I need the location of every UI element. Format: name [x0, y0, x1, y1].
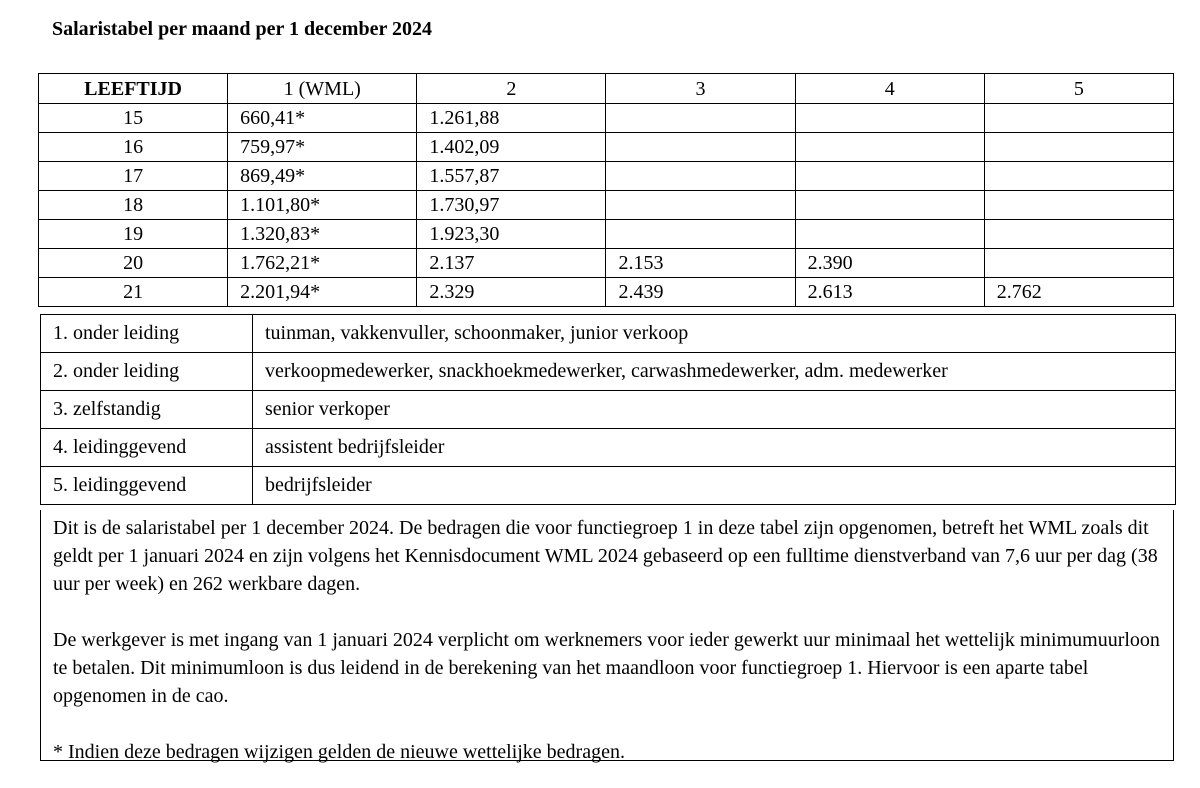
group-jobs: verkoopmedewerker, snackhoekmedewerker, carwashmedewerker, adm. medewerker: [253, 353, 1176, 391]
salary-cell: [606, 220, 795, 249]
group-jobs: senior verkoper: [253, 391, 1176, 429]
age-cell: 15: [39, 104, 228, 133]
salary-cell: 869,49*: [228, 162, 417, 191]
salary-cell: [795, 133, 984, 162]
salary-cell: 2.201,94*: [228, 278, 417, 307]
salary-cell: [795, 162, 984, 191]
age-cell: 17: [39, 162, 228, 191]
table-row: [39, 162, 1174, 191]
salary-cell: [606, 133, 795, 162]
salary-cell: 2.329: [417, 278, 606, 307]
age-cell: 21: [39, 278, 228, 307]
salary-cell: 660,41*: [228, 104, 417, 133]
notes-box: [40, 510, 1174, 761]
salary-cell: 1.261,88: [417, 104, 606, 133]
table-row: [39, 104, 1174, 133]
salary-cell: [984, 220, 1173, 249]
salary-cell: [795, 191, 984, 220]
table-row: [39, 220, 1174, 249]
salary-cell: 1.101,80*: [228, 191, 417, 220]
note-paragraph: * Indien deze bedragen wijzigen gelden de nieuwe wettelijke bedragen.: [53, 741, 625, 763]
salary-cell: 2.762: [984, 278, 1173, 307]
group-label: 3. zelfstandig: [41, 391, 253, 429]
column-header: 4: [795, 74, 984, 104]
salary-cell: [984, 162, 1173, 191]
salary-cell: 2.153: [606, 249, 795, 278]
salary-cell: 2.613: [795, 278, 984, 307]
salary-cell: [984, 249, 1173, 278]
column-header: 5: [984, 74, 1173, 104]
column-header: 1 (WML): [228, 74, 417, 104]
group-label: 4. leidinggevend: [41, 429, 253, 467]
salary-cell: [606, 191, 795, 220]
salary-cell: 2.439: [606, 278, 795, 307]
salary-cell: [606, 162, 795, 191]
salary-cell: 1.923,30: [417, 220, 606, 249]
table-row: [39, 278, 1174, 307]
group-jobs: assistent bedrijfsleider: [253, 429, 1176, 467]
salary-cell: 1.730,97: [417, 191, 606, 220]
group-row: [41, 315, 1176, 353]
salary-cell: 1.762,21*: [228, 249, 417, 278]
salary-cell: [795, 220, 984, 249]
salary-cell: 1.402,09: [417, 133, 606, 162]
column-header: 3: [606, 74, 795, 104]
salary-cell: [795, 104, 984, 133]
salary-cell: [984, 133, 1173, 162]
group-label: 5. leidinggevend: [41, 467, 253, 505]
table-row: [39, 133, 1174, 162]
note-paragraph: De werkgever is met ingang van 1 januari 2024 verplicht om werknemers voor ieder gewerkt uur minimaal het wettelijk minimumuurloon te betalen. Dit minimumloon is dus leidend in de berekening van het maandloon voor functiegroep 1. Hiervoor is een aparte tabel opgenomen in de cao.: [53, 629, 1160, 707]
age-cell: 20: [39, 249, 228, 278]
salary-cell: 2.137: [417, 249, 606, 278]
group-row: [41, 391, 1176, 429]
note-paragraph: Dit is de salaristabel per 1 december 2024. De bedragen die voor functiegroep 1 in deze tabel zijn opgenomen, betreft het WML zoals dit geldt per 1 januari 2024 en zijn volgens het Kennisdocument WML 2024 gebaseerd op een fulltime dienstverband van 7,6 uur per dag (38 uur per week) en 262 werkbare dagen.: [53, 517, 1158, 595]
group-jobs: tuinman, vakkenvuller, schoonmaker, junior verkoop: [253, 315, 1176, 353]
page-title: Salaristabel per maand per 1 december 2024: [52, 18, 432, 40]
salary-cell: [984, 104, 1173, 133]
table-row: [39, 191, 1174, 220]
salary-cell: 2.390: [795, 249, 984, 278]
table-row: [39, 249, 1174, 278]
group-row: [41, 467, 1176, 505]
age-cell: 18: [39, 191, 228, 220]
group-row: [41, 429, 1176, 467]
salary-cell: 1.557,87: [417, 162, 606, 191]
column-header: 2: [417, 74, 606, 104]
salary-table: [38, 73, 1174, 307]
column-header: LEEFTIJD: [39, 74, 228, 104]
group-label: 1. onder leiding: [41, 315, 253, 353]
salary-cell: 759,97*: [228, 133, 417, 162]
function-groups-table: [40, 314, 1176, 505]
group-row: [41, 353, 1176, 391]
age-cell: 16: [39, 133, 228, 162]
group-jobs: bedrijfsleider: [253, 467, 1176, 505]
group-label: 2. onder leiding: [41, 353, 253, 391]
age-cell: 19: [39, 220, 228, 249]
salary-cell: 1.320,83*: [228, 220, 417, 249]
salary-cell: [984, 191, 1173, 220]
salary-cell: [606, 104, 795, 133]
